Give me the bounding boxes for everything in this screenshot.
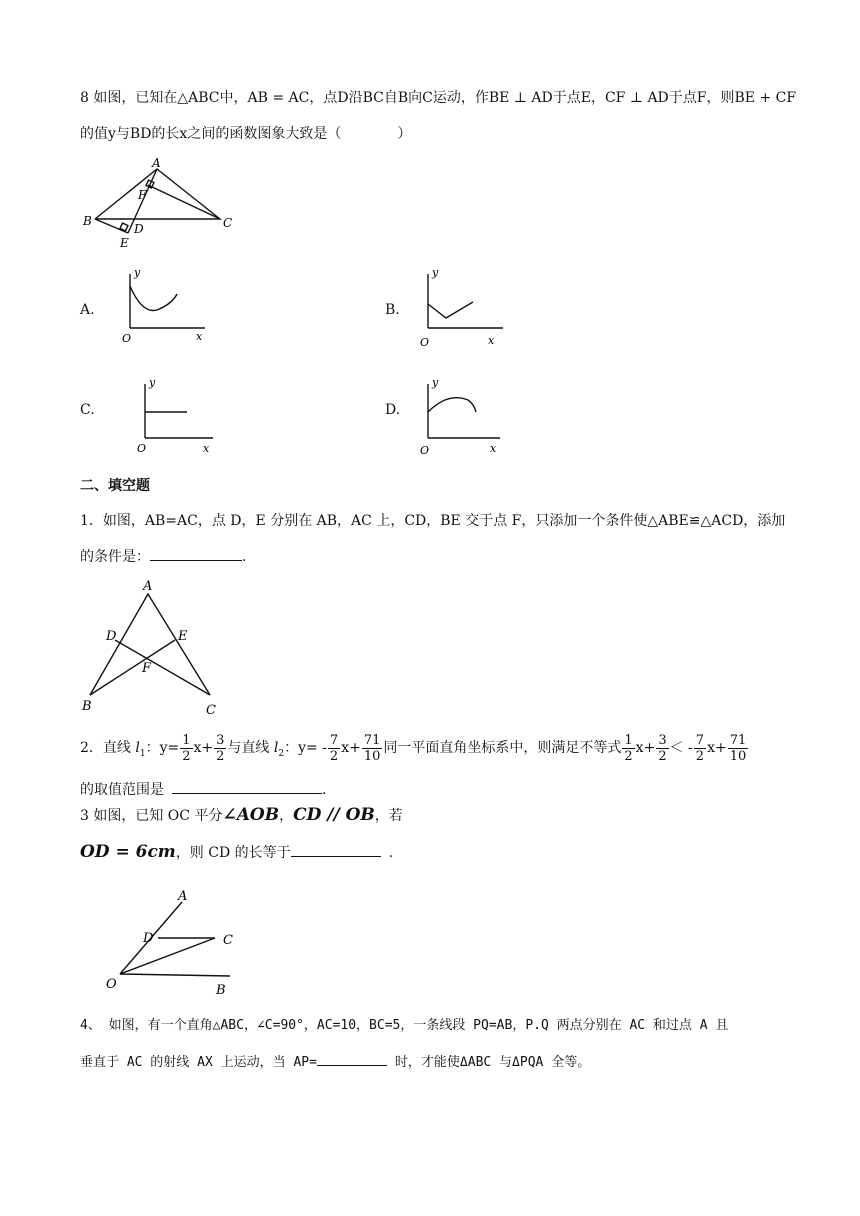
- option-d-y: y: [432, 376, 439, 389]
- f2-l1: l: [135, 740, 140, 756]
- f2-frac-g: $\frac{7}{2}$: [695, 732, 705, 764]
- option-c-graph: [135, 374, 230, 459]
- f3-line2: [80, 842, 393, 863]
- option-a-y: y: [134, 266, 141, 279]
- f3-comma: ，: [279, 808, 294, 824]
- q8-label-a: A: [152, 156, 161, 170]
- option-b-graph: [418, 266, 513, 351]
- f3-suffix: .: [388, 845, 394, 861]
- f2-xc: x+: [341, 740, 361, 756]
- f2-xe: x+: [635, 740, 656, 756]
- f3-od: OD = 6cm: [80, 842, 176, 862]
- f2-line2-prefix: 的取值范围是: [80, 782, 164, 798]
- q8-label-d: D: [134, 222, 144, 236]
- f3-text-3: ，则 CD 的长等于: [175, 845, 291, 861]
- f2-frac-e: $\frac{1}{2}$: [624, 732, 633, 764]
- option-c-y: y: [149, 376, 156, 389]
- f1-label-f: F: [142, 661, 152, 676]
- f1-line1: 1．如图，AB=AC，点 D，E 分别在 AB，AC 上，CD，BE 交于点 F，只添加一个条件使△ABE≌△ACD，添加: [80, 513, 786, 529]
- option-a-graph: [120, 266, 215, 351]
- option-d-o: O: [420, 444, 430, 457]
- f2-text-2: ：y=: [145, 740, 180, 756]
- f2-sub1: 1: [139, 748, 146, 759]
- f1-label-b: B: [82, 699, 92, 714]
- f3-cd-parallel-ob: CD // OB: [293, 805, 375, 825]
- f3-answer-blank[interactable]: [291, 842, 381, 857]
- f2-answer-blank[interactable]: [172, 779, 322, 794]
- f2-frac-h: $\frac{71}{10}$: [729, 732, 747, 764]
- f1-line2: [80, 546, 246, 567]
- q8-label-b: B: [83, 214, 92, 228]
- f1-line2-prefix: 的条件是：: [80, 549, 150, 565]
- option-a-o: O: [122, 332, 132, 345]
- option-c-x: x: [203, 442, 210, 455]
- f2-xa: x+: [193, 740, 214, 756]
- f2-frac-b: $\frac{3}{2}$: [216, 732, 225, 764]
- f3-figure: [100, 890, 250, 1000]
- option-a-label: A.: [80, 302, 95, 318]
- f4-line2-suffix: 时，才能使ΔABC 与ΔPQA 全等。: [394, 1055, 591, 1070]
- option-b-label: B.: [385, 302, 400, 318]
- f1-figure: [80, 578, 230, 718]
- f2-frac-c: $\frac{7}{2}$: [329, 732, 339, 764]
- f2-text-4: ：y= -: [284, 740, 327, 756]
- f4-answer-blank[interactable]: [317, 1051, 387, 1066]
- f2-less-than: ＜ -: [669, 740, 693, 756]
- q8-triangle-figure: [80, 155, 240, 250]
- f2-frac-f: $\frac{3}{2}$: [658, 732, 667, 764]
- f2-text-1: 2．直线: [80, 740, 136, 756]
- option-b-x: x: [488, 334, 495, 347]
- q8-label-f: F: [138, 188, 147, 202]
- f2-line1: [80, 728, 749, 768]
- f1-label-e: E: [178, 629, 188, 644]
- option-d-x: x: [490, 442, 497, 455]
- f2-xg: x+: [707, 740, 727, 756]
- f3-angle: ∠AOB: [222, 805, 280, 825]
- option-d-label: D.: [385, 402, 401, 418]
- f4-line2-prefix: 垂直于 AC 的射线 AX 上运动，当 AP=: [80, 1055, 317, 1070]
- f1-label-a: A: [143, 579, 153, 594]
- section-title: 二、填空题: [80, 478, 150, 494]
- f2-frac-a: $\frac{1}{2}$: [182, 732, 191, 764]
- f2-line2-suffix: .: [322, 782, 327, 798]
- f3-label-o: O: [106, 977, 117, 992]
- f3-label-d: D: [143, 931, 154, 946]
- option-a-x: x: [196, 330, 203, 343]
- f4-line2: [80, 1051, 590, 1073]
- option-c-label: C.: [80, 402, 95, 418]
- f2-frac-d: $\frac{71}{10}$: [363, 732, 381, 764]
- option-b-o: O: [420, 336, 430, 349]
- f2-text-5: 同一平面直角坐标系中，则满足不等式: [383, 740, 622, 756]
- f2-l2: l: [273, 740, 279, 756]
- f2-text-3: 与直线: [227, 740, 274, 756]
- f3-text-1: 3 如图，已知 OC 平分: [80, 808, 223, 824]
- f1-label-d: D: [106, 629, 117, 644]
- f1-answer-blank[interactable]: [150, 546, 242, 561]
- f4-line1: 4、 如图，有一个直角△ABC，∠C=90°，AC=10，BC=5，一条线段 PQ=AB，P.Q 两点分别在 AC 和过点 A 且: [80, 1018, 729, 1033]
- option-c-o: O: [137, 442, 147, 455]
- f3-label-c: C: [223, 933, 233, 948]
- q8-line2: 的值y与BD的长x之间的函数图象大致是（ ）: [80, 126, 412, 142]
- q8-label-c: C: [223, 216, 233, 230]
- q8-line1: 8 如图，已知在△ABC中，AB = AC，点D沿BC自B向C运动，作BE ⊥ AD于点E，CF ⊥ AD于点F，则BE + CF: [80, 90, 797, 106]
- f2-sub2: 2: [278, 748, 285, 759]
- f3-label-a: A: [178, 889, 188, 904]
- f1-label-c: C: [206, 703, 216, 718]
- f1-line2-suffix: .: [242, 549, 247, 565]
- f3-text-2: ，若: [374, 808, 403, 824]
- f3-label-b: B: [216, 983, 226, 998]
- q8-label-e: E: [120, 236, 129, 250]
- f2-line2: [80, 779, 326, 800]
- option-d-graph: [418, 374, 513, 459]
- f3-line1: [80, 805, 403, 826]
- option-b-y: y: [432, 266, 439, 279]
